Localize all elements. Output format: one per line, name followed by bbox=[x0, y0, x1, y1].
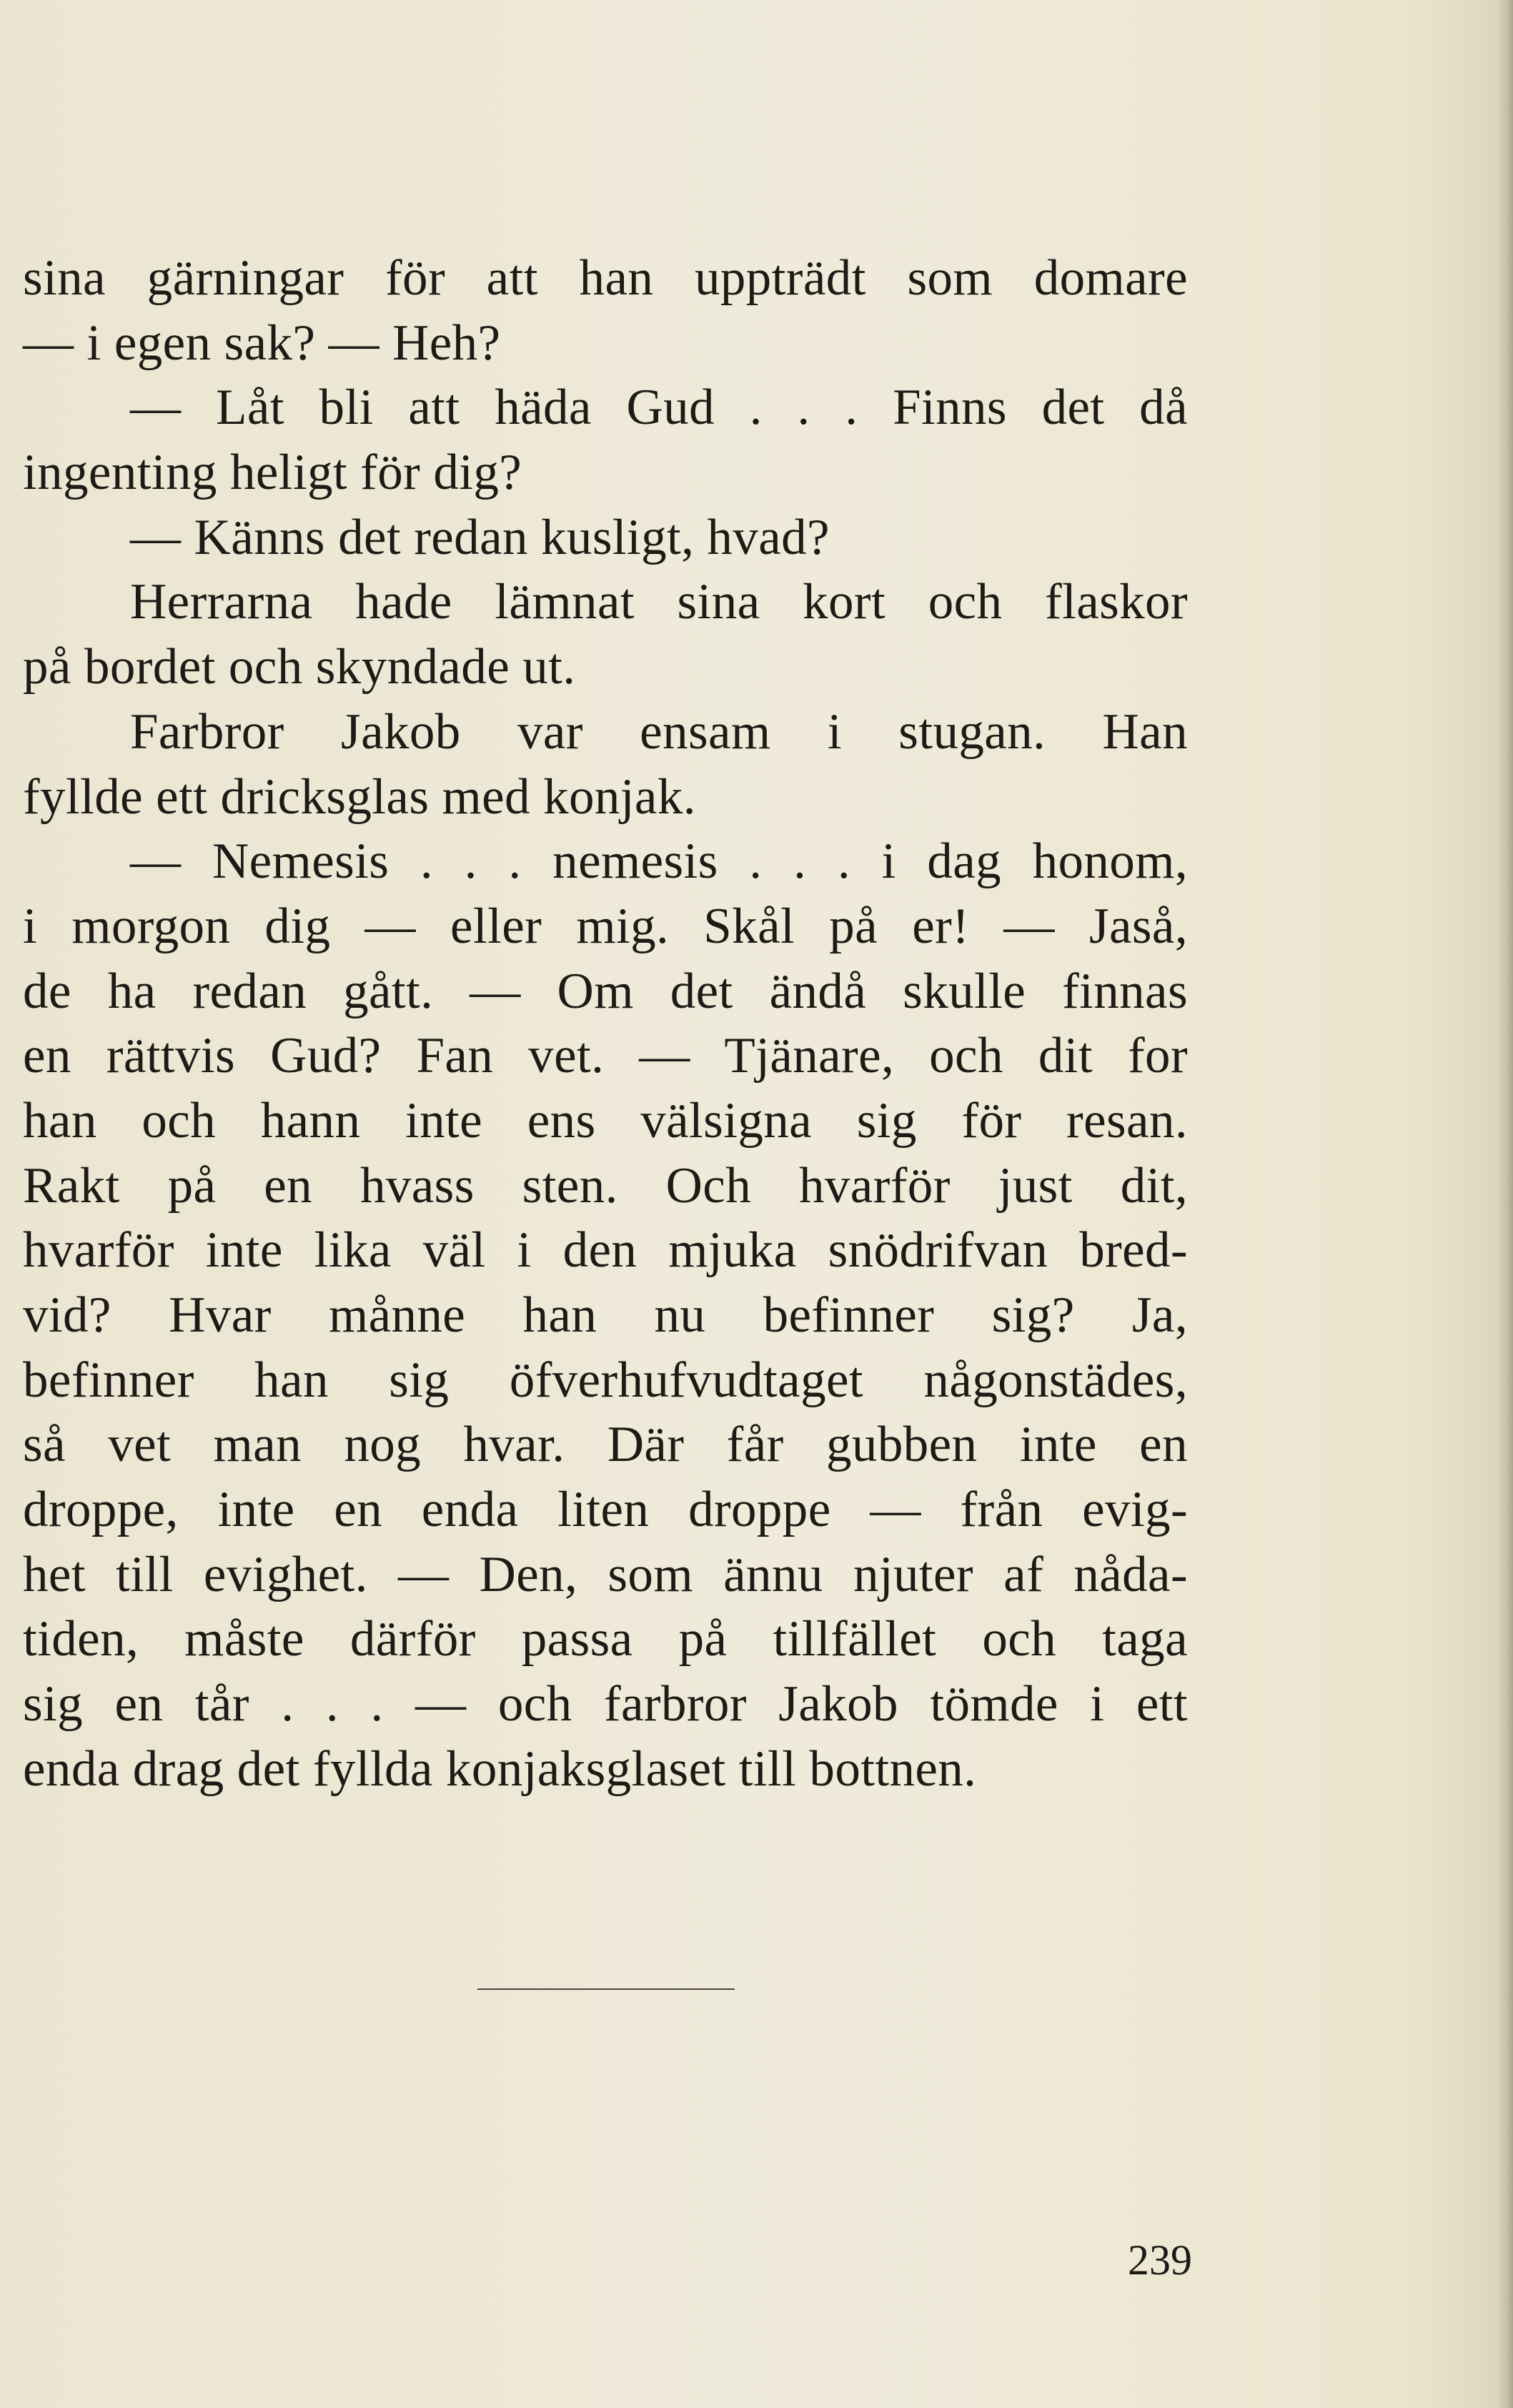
text-line: — i egen sak? — Heh? bbox=[23, 314, 501, 371]
text-line: fyllde ett dricksglas med konjak. bbox=[23, 768, 696, 825]
text-line: — Låt bli att häda Gud . . . Finns det då bbox=[130, 380, 1188, 436]
page-edge-shadow bbox=[1497, 0, 1513, 2408]
text-line: i morgon dig — eller mig. Skål på er! — Jaså, bbox=[23, 898, 1188, 954]
text-line: — Nemesis . . . nemesis . . . i dag honom, bbox=[130, 833, 1188, 890]
text-line: sig en tår . . . — och farbror Jakob tömde i ett bbox=[23, 1676, 1188, 1733]
text-line: sina gärningar för att han uppträdt som domare bbox=[23, 250, 1188, 306]
text-line: Herrarna hade lämnat sina kort och flaskor bbox=[130, 574, 1188, 630]
text-line: het till evighet. — Den, som ännu njuter af nåda- bbox=[23, 1546, 1188, 1602]
text-line: ingenting heligt för dig? bbox=[23, 445, 522, 501]
text-line: Rakt på en hvass sten. Och hvarför just dit, bbox=[23, 1157, 1188, 1214]
text-line: han och hann inte ens välsigna sig för resan. bbox=[23, 1092, 1188, 1149]
text-line: tiden, måste därför passa på tillfället och taga bbox=[23, 1611, 1188, 1668]
text-line: droppe, inte en enda liten droppe — från evig- bbox=[23, 1482, 1188, 1538]
text-line: de ha redan gått. — Om det ändå skulle finnas bbox=[23, 963, 1188, 1019]
text-line: hvarför inte lika väl i den mjuka snödrifvan bred- bbox=[23, 1222, 1188, 1279]
text-line: — Känns det redan kusligt, hvad? bbox=[130, 509, 830, 565]
text-line: Farbror Jakob var ensam i stugan. Han bbox=[130, 703, 1188, 760]
text-line: befinner han sig öfverhufvudtaget någonstädes, bbox=[23, 1352, 1188, 1408]
text-line: på bordet och skyndade ut. bbox=[23, 639, 576, 695]
body-text bbox=[23, 246, 1188, 1802]
text-line: vid? Hvar månne han nu befinner sig? Ja, bbox=[23, 1287, 1188, 1343]
text-line: en rättvis Gud? Fan vet. — Tjänare, och dit for bbox=[23, 1028, 1188, 1084]
text-line: enda drag det fyllda konjaksglaset till bottnen. bbox=[23, 1740, 977, 1797]
text-line: så vet man nog hvar. Där får gubben inte en bbox=[23, 1417, 1188, 1473]
page-number: 239 bbox=[1128, 2236, 1192, 2284]
section-divider bbox=[477, 1988, 735, 1990]
